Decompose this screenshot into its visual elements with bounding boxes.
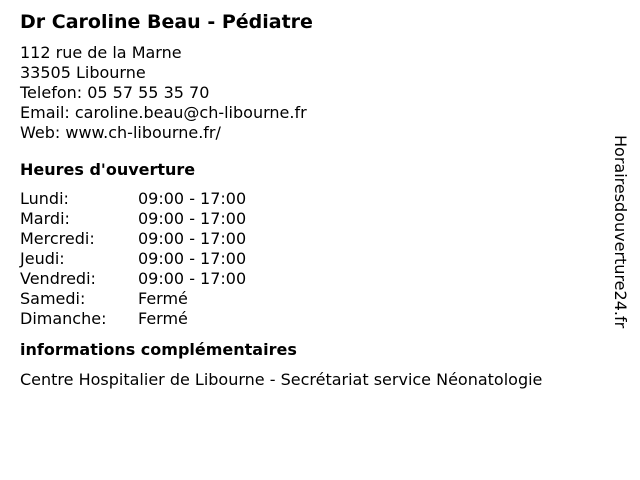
address-city: 33505 Libourne bbox=[20, 63, 146, 82]
time-value: Fermé bbox=[138, 309, 188, 328]
time-value: 09:00 - 17:00 bbox=[138, 229, 247, 248]
opening-hours-list bbox=[20, 189, 600, 329]
time-value: 09:00 - 17:00 bbox=[138, 249, 247, 268]
hours-row-sunday bbox=[20, 309, 600, 329]
contact-block bbox=[20, 43, 600, 143]
page-title: Dr Caroline Beau - Pédiatre bbox=[20, 11, 313, 33]
day-label: Mercredi: bbox=[20, 229, 95, 248]
hours-row-friday bbox=[20, 269, 600, 289]
email-address: Email: caroline.beau@ch-libourne.fr bbox=[20, 103, 307, 122]
time-value: 09:00 - 17:00 bbox=[138, 209, 247, 228]
doctor-card bbox=[20, 10, 600, 390]
additional-info-text: Centre Hospitalier de Libourne - Secrétariat service Néonatologie bbox=[20, 370, 543, 389]
time-value: 09:00 - 17:00 bbox=[138, 189, 247, 208]
phone-number: Telefon: 05 57 55 35 70 bbox=[20, 83, 210, 102]
day-label: Lundi: bbox=[20, 189, 69, 208]
hours-row-thursday bbox=[20, 249, 600, 269]
day-label: Vendredi: bbox=[20, 269, 96, 288]
address-street: 112 rue de la Marne bbox=[20, 43, 182, 62]
hours-row-wednesday bbox=[20, 229, 600, 249]
time-value: 09:00 - 17:00 bbox=[138, 269, 247, 288]
day-label: Samedi: bbox=[20, 289, 86, 308]
time-value: Fermé bbox=[138, 289, 188, 308]
day-label: Jeudi: bbox=[20, 249, 65, 268]
additional-info-heading: informations complémentaires bbox=[20, 340, 297, 359]
day-label: Dimanche: bbox=[20, 309, 107, 328]
opening-hours-heading: Heures d'ouverture bbox=[20, 160, 196, 179]
site-watermark: Horairesdouverture24.fr bbox=[611, 135, 630, 329]
hours-row-tuesday bbox=[20, 209, 600, 229]
hours-row-monday bbox=[20, 189, 600, 209]
day-label: Mardi: bbox=[20, 209, 70, 228]
hours-row-saturday bbox=[20, 289, 600, 309]
website-address: Web: www.ch-libourne.fr/ bbox=[20, 123, 221, 142]
